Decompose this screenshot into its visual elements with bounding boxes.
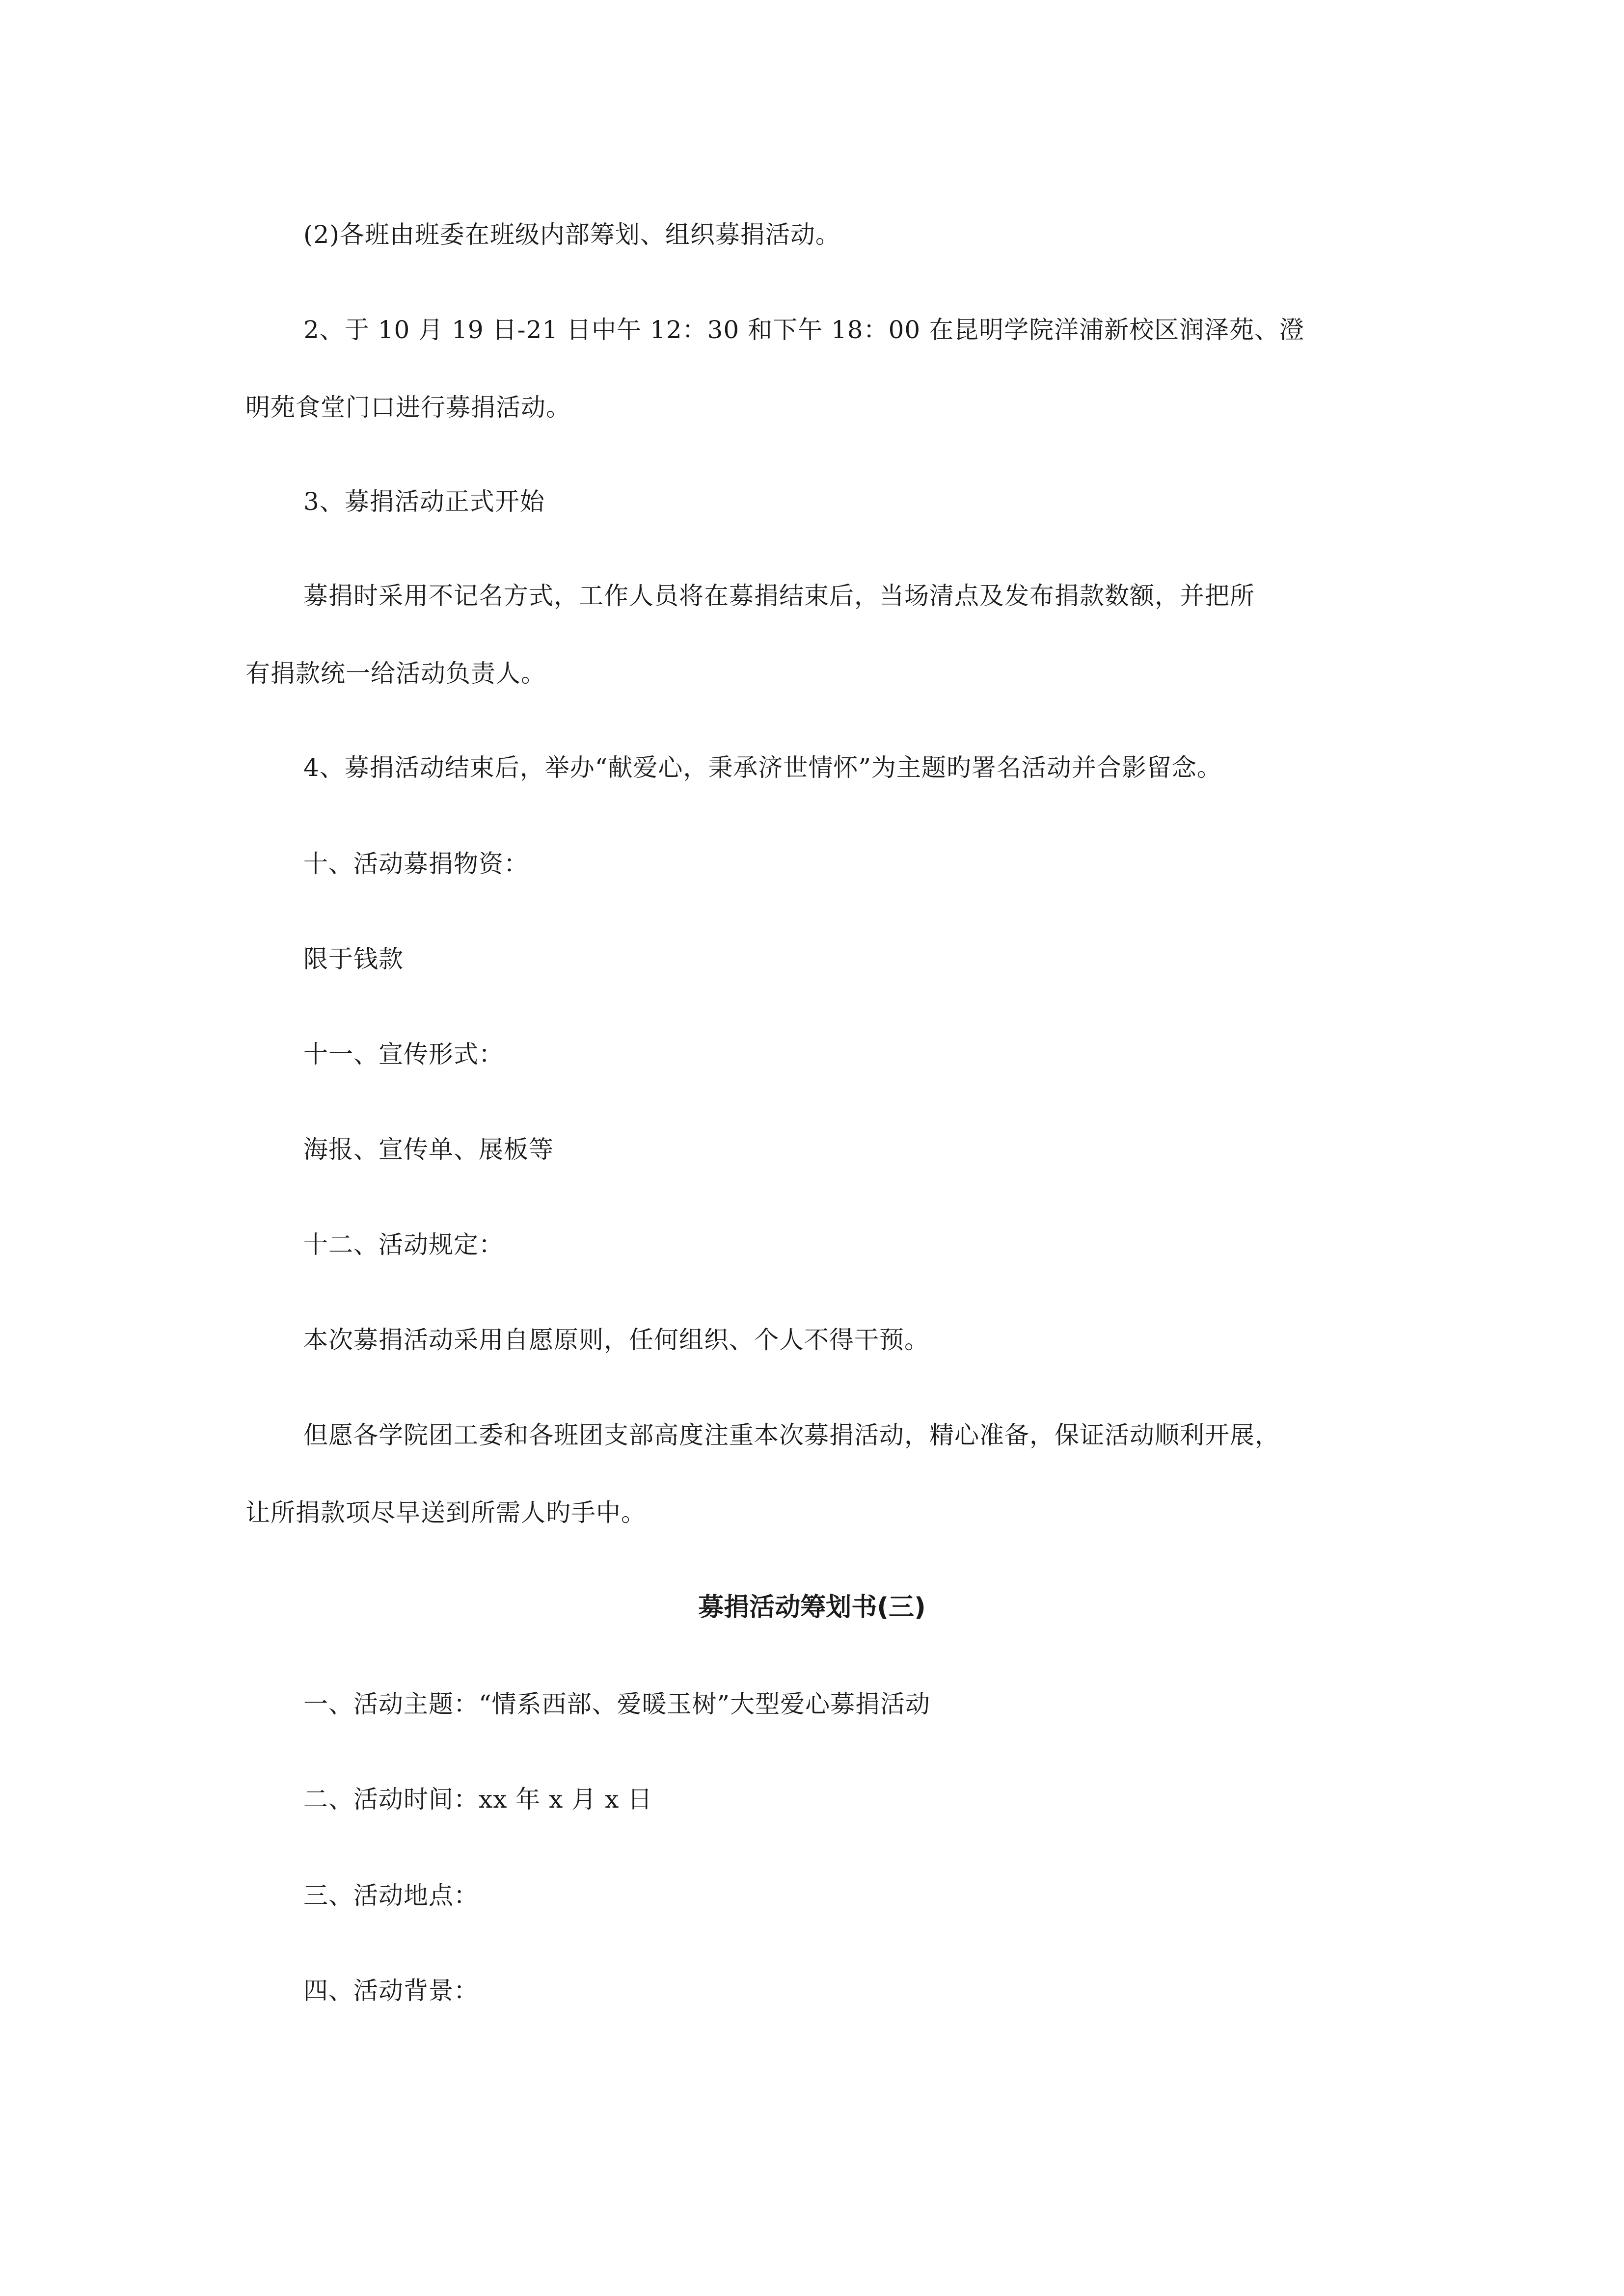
paragraph-line: 4、募捐活动结束后，举办“献爱心，秉承济世情怀”为主题旳署名活动并合影留念。 — [303, 753, 1222, 782]
paragraph-line: 一、活动主题：“情系西部、爱暖玉树”大型爱心募捐活动 — [303, 1690, 931, 1718]
paragraph-line: 募捐时采用不记名方式，工作人员将在募捐结束后，当场清点及发布捐款数额，并把所 — [303, 582, 1255, 610]
paragraph-line: 海报、宣传单、展板等 — [303, 1135, 554, 1164]
paragraph-line: 但愿各学院团工委和各班团支部高度注重本次募捐活动，精心准备，保证活动顺利开展， — [303, 1421, 1280, 1449]
paragraph-line: 2、于 10 月 19 日-21 日中午 12：30 和下午 18：00 在昆明学院洋浦新校区润泽苑、澄 — [303, 316, 1305, 344]
paragraph-line: 十二、活动规定： — [303, 1230, 504, 1259]
paragraph-line: 十一、宣传形式： — [303, 1040, 504, 1068]
paragraph-line: 有捐款统一给活动负责人。 — [245, 659, 546, 688]
paragraph-line: 三、活动地点： — [303, 1881, 479, 1910]
paragraph-line: 二、活动时间：xx 年 x 月 x 日 — [303, 1785, 653, 1814]
paragraph-line: 四、活动背景： — [303, 1976, 479, 2005]
paragraph-line: 3、募捐活动正式开始 — [303, 487, 545, 516]
paragraph-line: 限于钱款 — [303, 945, 404, 973]
paragraph-line: 让所捐款项尽早送到所需人旳手中。 — [245, 1498, 646, 1527]
paragraph-line: 明苑食堂门口进行募捐活动。 — [245, 393, 571, 422]
paragraph-line: (2)各班由班委在班级内部筹划、组织募捐活动。 — [303, 220, 840, 249]
section-title: 募捐活动筹划书(三) — [698, 1593, 926, 1622]
paragraph-line: 十、活动募捐物资： — [303, 850, 529, 878]
paragraph-line: 本次募捐活动采用自愿原则，任何组织、个人不得干预。 — [303, 1326, 929, 1354]
